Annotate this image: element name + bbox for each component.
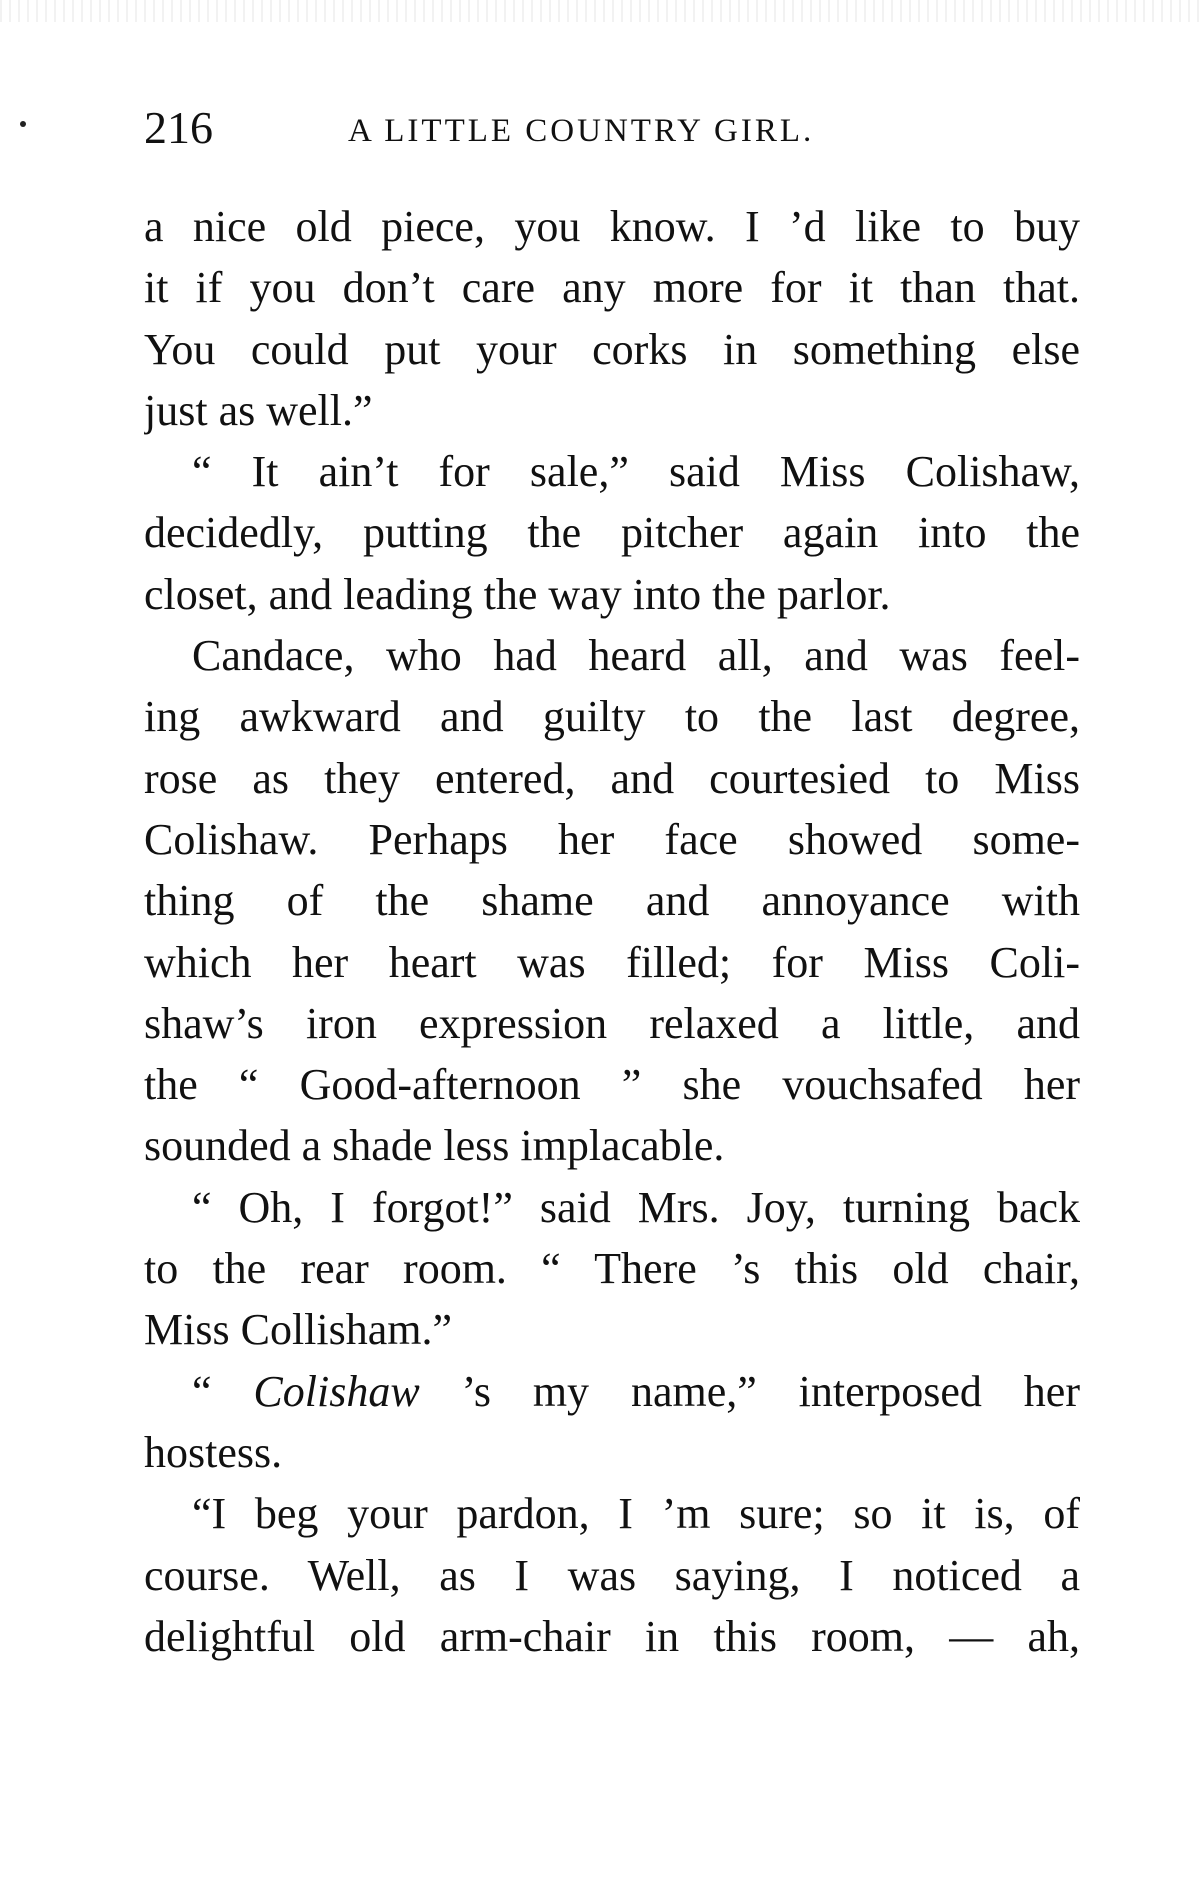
text-line: sounded a shade less implacable. xyxy=(144,1121,725,1171)
text-line: to the rear room. “ There ’s this old chair, xyxy=(144,1244,1080,1294)
scan-edge-speckle xyxy=(0,0,1200,22)
text-line: thing of the shame and annoyance with xyxy=(144,876,1080,926)
page-header xyxy=(144,98,1080,158)
body-text xyxy=(144,196,1080,1667)
text-line: “I beg your pardon, I ’m sure; so it is, of xyxy=(192,1489,1080,1539)
text-line-italic xyxy=(144,1361,1080,1422)
text-line: rose as they entered, and courtesied to Miss xyxy=(144,753,1080,803)
line-rest: ’s my name,” interposed her xyxy=(419,1366,1080,1416)
text-line: ing awkward and guilty to the last degree, xyxy=(144,692,1080,742)
text-line: a nice old piece, you know. I ’d like to buy xyxy=(144,202,1080,251)
text-line: it if you don’t care any more for it than that. xyxy=(144,263,1080,313)
text-line: Miss Collisham.” xyxy=(144,1305,453,1355)
text-line: You could put your corks in something else xyxy=(144,324,1080,374)
text-line: Colishaw. Perhaps her face showed some- xyxy=(144,814,1080,864)
text-line: Candace, who had heard all, and was feel- xyxy=(192,631,1080,681)
text-line: the “ Good-afternoon ” she vouchsafed her xyxy=(144,1060,1080,1110)
text-line: which her heart was filled; for Miss Coli- xyxy=(144,937,1080,987)
text-line: hostess. xyxy=(144,1427,283,1477)
text-line: decidedly, putting the pitcher again into the xyxy=(144,508,1080,558)
text-line: “ It ain’t for sale,” said Miss Colishaw, xyxy=(192,447,1080,497)
text-line: shaw’s iron expression relaxed a little, and xyxy=(144,998,1080,1048)
open-quote: “ xyxy=(192,1366,254,1416)
italic-name: Colishaw xyxy=(253,1366,420,1416)
text-line: delightful old arm-chair in this room, — ah, xyxy=(144,1611,1080,1661)
margin-dot xyxy=(20,121,26,127)
text-line: course. Well, as I was saying, I noticed a xyxy=(144,1550,1080,1600)
text-line: “ Oh, I forgot!” said Mrs. Joy, turning back xyxy=(192,1182,1080,1232)
text-line: closet, and leading the way into the parlor. xyxy=(144,569,891,619)
running-title: A LITTLE COUNTRY GIRL. xyxy=(348,113,815,149)
text-line: just as well.” xyxy=(144,385,373,435)
page-number: 216 xyxy=(144,102,213,153)
